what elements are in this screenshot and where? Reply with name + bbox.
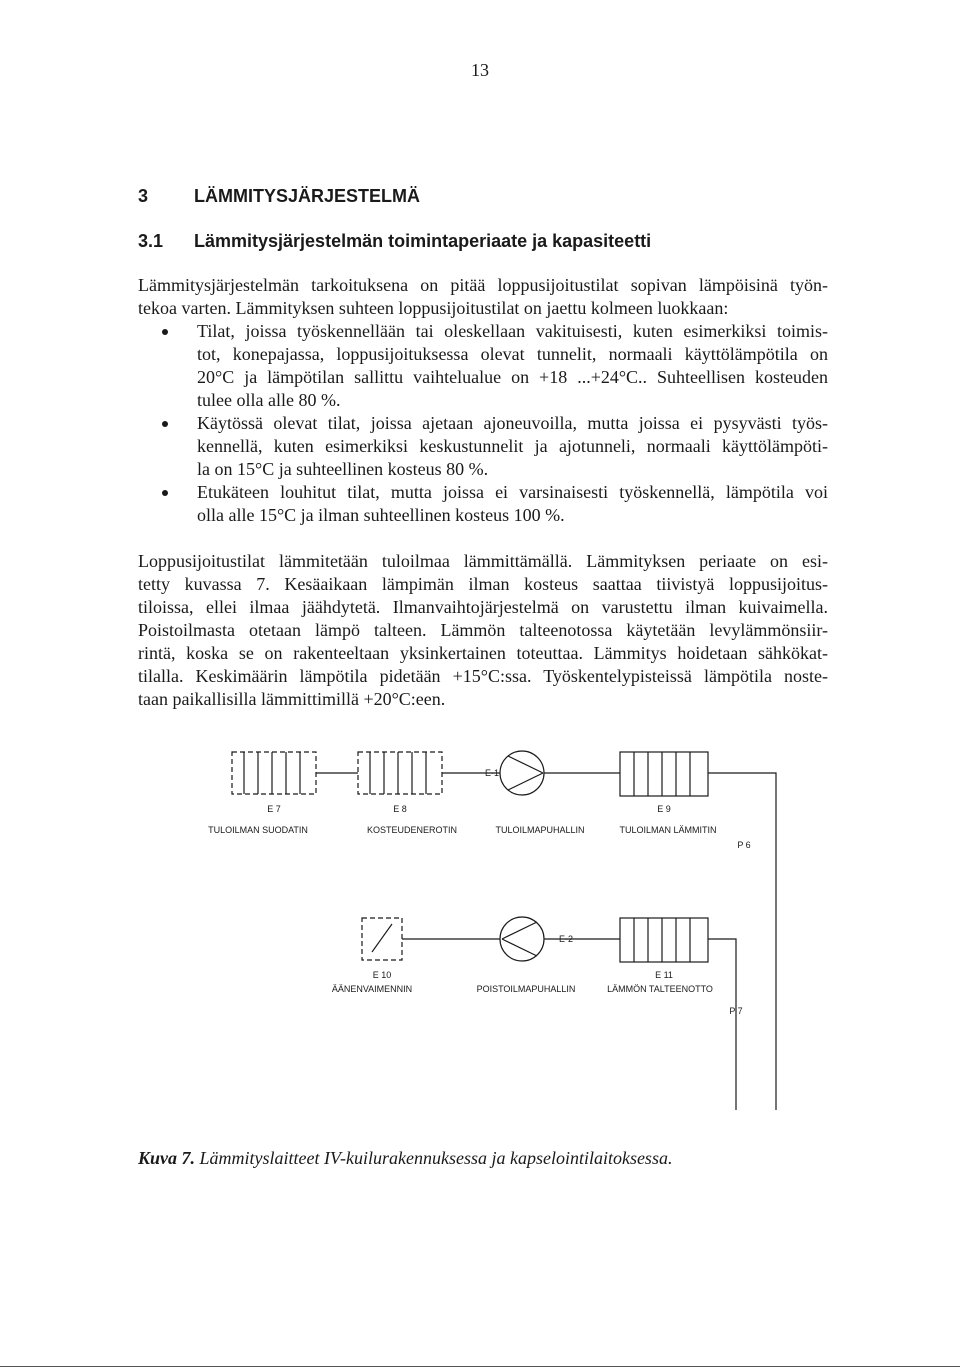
text-line: tiloissa, ellei ilmaa jäähdytetä. Ilmanvaihtojärjestelmä on varustettu ilman kuivaimella. bbox=[138, 597, 828, 617]
text-line: Lämmitysjärjestelmän tarkoituksena on pitää loppusijoitustilat sopivan lämpöisinä työn- bbox=[138, 275, 828, 295]
label-tuloilman-suodatin: TULOILMAN SUODATIN bbox=[208, 825, 308, 835]
exhaust-fan-e2-symbol bbox=[500, 917, 544, 961]
text-line: tetty kuvassa 7. Kesäaikaan lämpimän ilman kosteus saattaa tiivistyä loppusijoitus- bbox=[138, 574, 828, 594]
caption-prefix: Kuva 7. bbox=[138, 1148, 196, 1168]
text-line: taan paikallisilla lämmittimillä +20°C:een. bbox=[138, 689, 446, 709]
text-line: la on 15°C ja suhteellinen kosteus 80 %. bbox=[197, 459, 489, 479]
label-e9: E 9 bbox=[657, 804, 671, 814]
text-line: Poistoilmasta otetaan lämpö talteen. Lämmön talteenotossa käytetään levylämmönsiir- bbox=[138, 620, 828, 640]
label-p6: P 6 bbox=[737, 840, 751, 850]
text-line: tulee olla alle 80 %. bbox=[197, 390, 341, 410]
text-line: tekoa varten. Lämmityksen suhteen loppusijoitustilat on jaettu kolmeen luokkaan: bbox=[138, 298, 729, 318]
moisture-separator-e8-symbol bbox=[358, 752, 442, 794]
section-number: 3 bbox=[138, 186, 149, 206]
text-line: 20°C ja lämpötilan sallittu vaihtelualue on +18 ...+24°C.. Suhteellisen kosteuden bbox=[197, 367, 828, 387]
filter-e7-symbol bbox=[232, 752, 316, 794]
label-e11: E 11 bbox=[655, 970, 673, 980]
caption-text: Lämmityslaitteet IV-kuilurakennuksessa ja kapselointilaitoksessa. bbox=[195, 1148, 673, 1168]
text-line: kennellä, kuten esimerkiksi keskustunnelit ja ajotunneli, normaali käyttölämpöti- bbox=[197, 436, 828, 456]
label-kosteudenerotin: KOSTEUDENEROTIN bbox=[366, 825, 458, 835]
silencer-e10-symbol bbox=[362, 918, 402, 960]
subsection-title: Lämmitysjärjestelmän toimintaperiaate ja kapasiteetti bbox=[194, 231, 652, 251]
figure-caption bbox=[138, 1148, 672, 1169]
label-e7: E 7 bbox=[267, 804, 281, 814]
label-e8: E 8 bbox=[393, 804, 407, 814]
label-aanenvaimennin: ÄÄNENVAIMENNIN bbox=[331, 984, 413, 994]
label-e1: E-1 bbox=[484, 768, 500, 778]
page-bottom-rule bbox=[0, 1366, 960, 1367]
duct-line bbox=[708, 939, 736, 1110]
duct-line bbox=[708, 773, 776, 1110]
label-lammon-talteenotto: LÄMMÖN TALTEENOTTO bbox=[607, 984, 713, 994]
text-line: tilalla. Keskimäärin lämpötila pidetään +15°C:ssa. Työskentelypisteissä lämpötila noste- bbox=[138, 666, 828, 686]
label-p7: P 7 bbox=[729, 1006, 743, 1016]
supply-heater-e9-symbol bbox=[620, 752, 708, 796]
text-line: olla alle 15°C ja ilman suhteellinen kosteus 100 %. bbox=[197, 505, 565, 525]
label-tuloilman-lammitin: TULOILMAN LÄMMITIN bbox=[619, 825, 717, 835]
text-line: rintä, koska se on rakenteeltaan yksinkertainen toteuttaa. Lämmitys hoidetaan sähkökat- bbox=[138, 643, 828, 663]
text-line: Etukäteen louhitut tilat, mutta joissa ei varsinaisesti työskennellä, lämpötila voi bbox=[197, 482, 828, 502]
label-poistoilmapuhallin: POISTOILMAPUHALLIN bbox=[476, 984, 576, 994]
label-tuloilmapuhallin: TULOILMAPUHALLIN bbox=[495, 825, 585, 835]
label-e10: E 10 bbox=[372, 970, 392, 980]
text-line: tot, konepajassa, loppusijoituksessa olevat tunnelit, normaali käyttölämpötila on bbox=[197, 344, 828, 364]
text-line: Tilat, joissa työskennellään tai oleskellaan vakituisesti, kuten esimerkiksi toimis- bbox=[197, 321, 828, 341]
text-line: Käytössä olevat tilat, joissa ajetaan ajoneuvoilla, mutta joissa ei pysyvästi työs- bbox=[197, 413, 828, 433]
supply-fan-e1-symbol bbox=[500, 751, 544, 795]
section-title: LÄMMITYSJÄRJESTELMÄ bbox=[194, 186, 421, 206]
page-number: 13 bbox=[471, 60, 489, 80]
subsection-number: 3.1 bbox=[138, 231, 164, 251]
heat-recovery-e11-symbol bbox=[620, 918, 708, 962]
text-line: Loppusijoitustilat lämmitetään tuloilmaa lämmittämällä. Lämmityksen periaate on esi- bbox=[138, 551, 828, 571]
label-e2: E-2 bbox=[558, 934, 574, 944]
